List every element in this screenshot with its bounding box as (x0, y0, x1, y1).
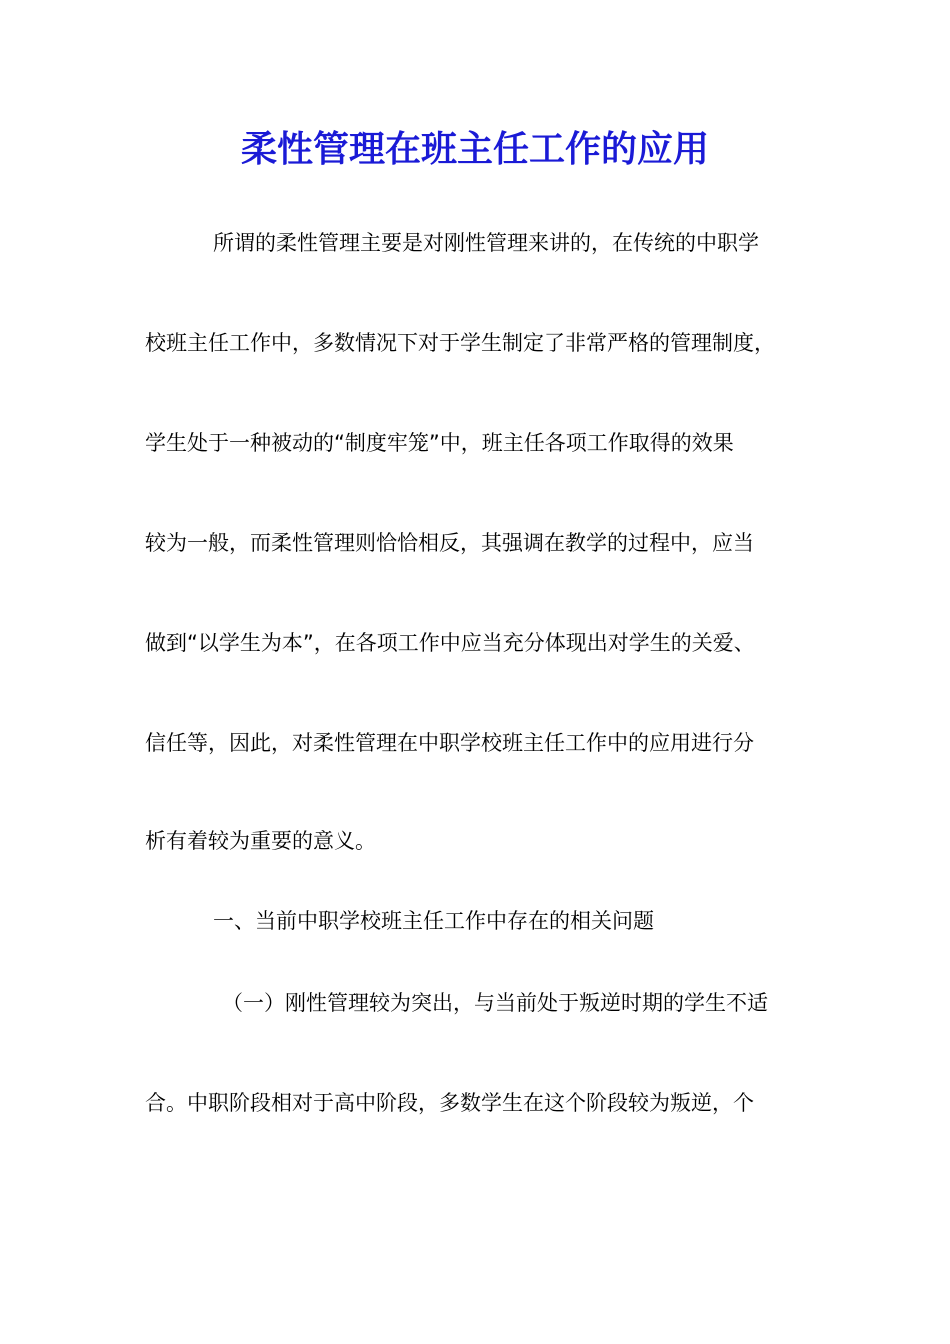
paragraph-line: 学生处于一种被动的“制度牢笼”中，班主任各项工作取得的效果 (145, 431, 734, 455)
paragraph-line: 析有着较为重要的意义。 (145, 829, 376, 853)
document-title: 柔性管理在班主任工作的应用 (240, 129, 709, 170)
paragraph-line: 较为一般，而柔性管理则恰恰相反，其强调在教学的过程中，应当 (145, 531, 754, 555)
paragraph-line: 校班主任工作中，多数情况下对于学生制定了非常严格的管理制度， (145, 331, 775, 355)
paragraph-line: 合。中职阶段相对于高中阶段，多数学生在这个阶段较为叛逆，个 (145, 1091, 754, 1115)
paragraph-line: 所谓的柔性管理主要是对刚性管理来讲的，在传统的中职学 (213, 231, 759, 255)
paragraph-line: 做到“以学生为本”，在各项工作中应当充分体现出对学生的关爱、 (145, 631, 755, 655)
paragraph-line: 信任等，因此，对柔性管理在中职学校班主任工作中的应用进行分 (145, 731, 754, 755)
subsection-heading: （一）刚性管理较为突出，与当前处于叛逆时期的学生不适 (222, 991, 768, 1015)
section-heading: 一、当前中职学校班主任工作中存在的相关问题 (213, 909, 654, 933)
